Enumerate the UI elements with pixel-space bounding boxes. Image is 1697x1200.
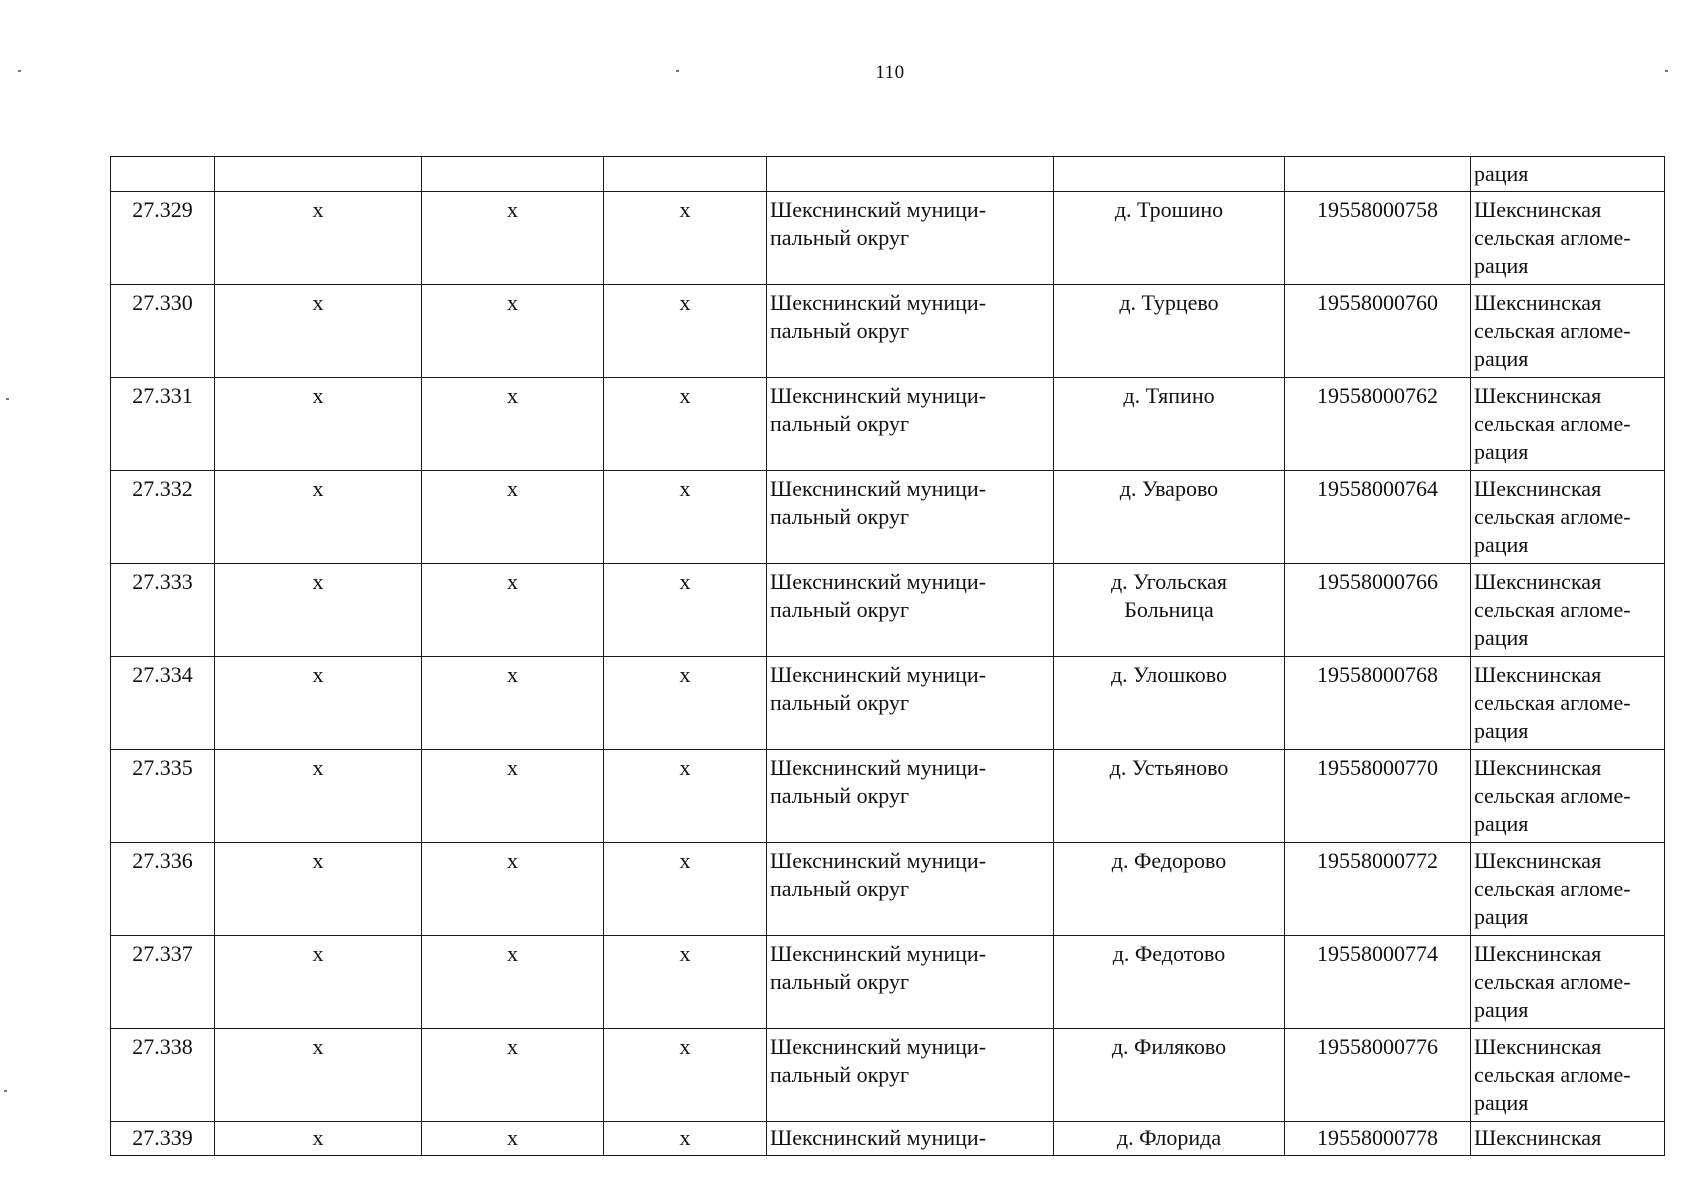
x-cell: х [422,750,604,843]
municipality-cell: Шекснинский муници- пальный округ [767,843,1054,936]
locality-cell: д. Флорида [1054,1122,1285,1156]
municipality-cell: Шекснинский муници- пальный округ [767,657,1054,750]
locality-cell: д. Федорово [1054,843,1285,936]
code-cell: 19558000776 [1285,1029,1471,1122]
x-cell: х [215,843,422,936]
municipality-cell: Шекснинский муници- пальный округ [767,192,1054,285]
row-number-cell: 27.332 [111,471,215,564]
x-cell: х [422,1029,604,1122]
x-cell: х [422,285,604,378]
row-number-cell: 27.339 [111,1122,215,1156]
table-row [111,471,1665,564]
table-row [111,1029,1665,1122]
municipality-cell: Шекснинский муници- пальный округ [767,936,1054,1029]
code-cell: 19558000770 [1285,750,1471,843]
locality-cell: д. Трошино [1054,192,1285,285]
x-cell: х [215,750,422,843]
x-cell: х [215,936,422,1029]
x-cell [604,157,767,192]
agglomeration-cell: Шекснинская сельская агломе- рация [1471,285,1665,378]
agglomeration-cell: Шекснинская [1471,1122,1665,1156]
x-cell: х [422,1122,604,1156]
x-cell: х [604,285,767,378]
scan-speck [6,398,9,400]
scan-speck [676,70,679,72]
municipality-cell: Шекснинский муници- пальный округ [767,378,1054,471]
agglomeration-cell: Шекснинская сельская агломе- рация [1471,936,1665,1029]
scan-speck [18,70,21,72]
x-cell: х [215,378,422,471]
row-number-cell: 27.330 [111,285,215,378]
x-cell: х [215,192,422,285]
x-cell: х [422,657,604,750]
table-row [111,657,1665,750]
continuation-row [111,157,1665,192]
row-number-cell: 27.335 [111,750,215,843]
table-body [111,157,1665,1156]
x-cell [422,157,604,192]
x-cell: х [422,378,604,471]
locality-cell [1054,157,1285,192]
code-cell [1285,157,1471,192]
agglomeration-cell: Шекснинская сельская агломе- рация [1471,564,1665,657]
x-cell: х [422,843,604,936]
locality-cell: д. Улошково [1054,657,1285,750]
code-cell: 19558000768 [1285,657,1471,750]
row-number-cell: 27.338 [111,1029,215,1122]
agglomeration-cell: Шекснинская сельская агломе- рация [1471,471,1665,564]
code-cell: 19558000772 [1285,843,1471,936]
table-row-last [111,1122,1665,1156]
agglomeration-cell: Шекснинская сельская агломе- рация [1471,1029,1665,1122]
locality-cell: д. Филяково [1054,1029,1285,1122]
x-cell: х [422,471,604,564]
x-cell: х [422,936,604,1029]
row-number-cell: 27.337 [111,936,215,1029]
row-number-cell: 27.336 [111,843,215,936]
locality-cell: д. Угольская Больница [1054,564,1285,657]
row-number-cell: 27.334 [111,657,215,750]
x-cell: х [604,936,767,1029]
scan-speck [4,1090,7,1092]
code-cell: 19558000774 [1285,936,1471,1029]
locality-cell: д. Устьяново [1054,750,1285,843]
table-row [111,192,1665,285]
x-cell: х [215,1122,422,1156]
municipality-cell: Шекснинский муници- пальный округ [767,471,1054,564]
code-cell: 19558000764 [1285,471,1471,564]
agglomeration-cell: Шекснинская сельская агломе- рация [1471,750,1665,843]
table-row [111,285,1665,378]
x-cell [215,157,422,192]
municipality-cell: Шекснинский муници- пальный округ [767,1029,1054,1122]
agglomeration-cell: Шекснинская сельская агломе- рация [1471,657,1665,750]
row-number-cell: 27.329 [111,192,215,285]
x-cell: х [604,657,767,750]
x-cell: х [604,564,767,657]
municipality-cell: Шекснинский муници- пальный округ [767,564,1054,657]
x-cell: х [422,564,604,657]
municipality-cell: Шекснинский муници- [767,1122,1054,1156]
table-row [111,378,1665,471]
x-cell: х [604,471,767,564]
row-number-cell: 27.333 [111,564,215,657]
table-row [111,750,1665,843]
code-cell: 19558000758 [1285,192,1471,285]
locality-cell: д. Уварово [1054,471,1285,564]
x-cell: х [215,471,422,564]
code-cell: 19558000766 [1285,564,1471,657]
locality-cell: д. Федотово [1054,936,1285,1029]
agglomeration-cell: рация [1471,157,1665,192]
x-cell: х [604,192,767,285]
agglomeration-cell: Шекснинская сельская агломе- рация [1471,378,1665,471]
locality-cell: д. Турцево [1054,285,1285,378]
x-cell: х [604,1029,767,1122]
x-cell: х [604,750,767,843]
row-number-cell: 27.331 [111,378,215,471]
x-cell: х [215,657,422,750]
municipality-cell [767,157,1054,192]
num-cell [111,157,215,192]
scan-speck [1665,70,1668,72]
x-cell: х [215,564,422,657]
code-cell: 19558000760 [1285,285,1471,378]
register-table [110,156,1665,1156]
x-cell: х [604,843,767,936]
table-row [111,843,1665,936]
agglomeration-cell: Шекснинская сельская агломе- рация [1471,192,1665,285]
agglomeration-cell: Шекснинская сельская агломе- рация [1471,843,1665,936]
code-cell: 19558000762 [1285,378,1471,471]
municipality-cell: Шекснинский муници- пальный округ [767,750,1054,843]
x-cell: х [215,285,422,378]
locality-cell: д. Тяпино [1054,378,1285,471]
x-cell: х [215,1029,422,1122]
x-cell: х [604,1122,767,1156]
x-cell: х [422,192,604,285]
code-cell: 19558000778 [1285,1122,1471,1156]
page-number: 110 [875,62,905,83]
x-cell: х [604,378,767,471]
municipality-cell: Шекснинский муници- пальный округ [767,285,1054,378]
table-row [111,564,1665,657]
table-row [111,936,1665,1029]
